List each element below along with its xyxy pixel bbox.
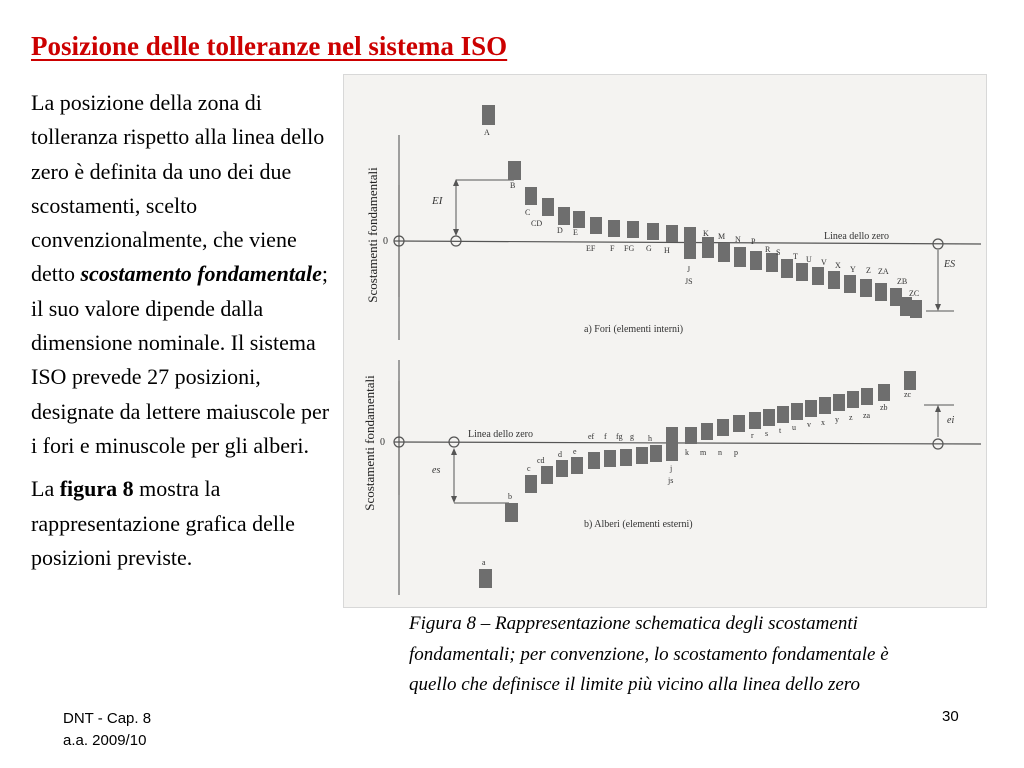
paragraph1-text-start: La posizione della zona di tolleranza rispetto alla linea dello zero è definita da uno dei due scostamenti, scelto convenzionalmente, che viene detto (31, 90, 325, 287)
label-CD: CD (531, 219, 543, 228)
block-y (833, 394, 845, 411)
label-K: K (703, 229, 709, 238)
figure-reference: figura 8 (59, 476, 134, 502)
top-zero-label: 0 (383, 236, 388, 247)
top-axis-label: Scostamenti fondamentali (365, 167, 380, 303)
block-N (734, 247, 746, 267)
label-js: js (668, 476, 674, 485)
label-h: h (648, 434, 652, 443)
block-zb (878, 384, 890, 401)
label-c: c (527, 464, 531, 473)
label-u: u (792, 423, 796, 432)
block-Z (875, 283, 887, 301)
label-S: S (776, 248, 781, 257)
label-EF: EF (586, 244, 596, 253)
label-H: H (664, 246, 670, 255)
label-M: M (718, 232, 726, 241)
label-r: r (751, 431, 754, 440)
block-x (819, 397, 831, 414)
block-h (650, 445, 662, 462)
label-P: P (751, 237, 756, 246)
bottom-axis-label: Scostamenti fondamentali (362, 375, 377, 511)
label-y: y (835, 415, 839, 424)
block-ef (588, 452, 600, 469)
label-B: B (510, 181, 516, 190)
label-d: d (558, 450, 562, 459)
paragraph2-text-end: mostra la rappresentazione grafica delle posizioni previste. (31, 476, 295, 570)
label-j: j (670, 464, 673, 473)
es-arrow-head-bottom (451, 496, 457, 503)
block-n (717, 419, 729, 436)
label-v: v (807, 420, 811, 429)
label-cd: cd (537, 456, 545, 465)
label-a: a (482, 558, 486, 567)
block-S (781, 259, 793, 278)
block-ZC (910, 300, 922, 318)
top-panel-caption: a) Fori (elementi interni) (584, 324, 684, 335)
block-T (796, 263, 808, 281)
block-b (505, 503, 518, 522)
paragraph-positions (31, 86, 336, 463)
label-V: V (821, 258, 827, 267)
block-V (828, 271, 840, 289)
footer-course: DNT - Cap. 8 (63, 710, 152, 727)
label-ZA: ZA (878, 267, 889, 276)
label-k: k (685, 448, 689, 457)
label-ZC: ZC (909, 289, 920, 298)
block-E (573, 211, 585, 228)
ei-label-lower: ei (947, 415, 955, 426)
block-K (702, 237, 714, 258)
bottom-panel-caption: b) Alberi (elementi esterni) (584, 519, 693, 530)
label-s: s (765, 429, 769, 438)
paragraph1-text-end: ; il suo valore dipende dalla dimensione nominale. Il sistema ISO prevede 27 posizioni, designate da lettere maiuscole per i fori e minuscole per gli alberi. (31, 261, 330, 458)
figure-caption: Figura 8 – Rappresentazione schematica degli scostamenti fondamentali; per convenzione, lo scostamento fondamentale è quello che definisce il limite più vicino alla linea dello zero (409, 613, 889, 695)
label-G: G (646, 244, 652, 253)
block-r (749, 412, 761, 429)
label-za: za (863, 411, 871, 420)
block-t (777, 406, 789, 423)
block-j (666, 427, 678, 461)
block-c (525, 475, 537, 493)
block-U (812, 267, 824, 285)
footer-year: a.a. 2009/10 (63, 732, 147, 749)
block-p (733, 415, 745, 432)
block-D (558, 207, 570, 225)
block-CD (542, 198, 554, 216)
tolerance-diagram (344, 75, 987, 608)
block-Y (860, 279, 872, 297)
bottom-zero-label: 0 (380, 437, 385, 448)
top-zero-line-label: Linea dello zero (824, 231, 889, 242)
block-F (608, 220, 620, 237)
es-label-upper: ES (944, 259, 956, 270)
label-Y: Y (850, 265, 856, 274)
top-blocks (482, 105, 922, 318)
label-R: R (765, 245, 771, 254)
label-zb: zb (880, 403, 888, 412)
label-U: U (806, 255, 812, 264)
block-a (479, 569, 492, 588)
figure-8 (343, 74, 987, 608)
block-G (647, 223, 659, 240)
block-s (763, 409, 775, 426)
ei-arrow-head-bottom (453, 229, 459, 236)
paragraph2-text-start: La (31, 476, 60, 502)
block-k (685, 427, 697, 444)
es-arrow-head-top (451, 448, 457, 455)
label-E: E (573, 228, 578, 237)
label-N: N (735, 235, 741, 244)
label-p: p (734, 448, 738, 457)
block-fg (620, 449, 632, 466)
block-e (571, 457, 583, 474)
block-X (844, 275, 856, 293)
slide-title: Posizione delle tolleranze nel sistema ISO (31, 31, 508, 61)
label-D: D (557, 226, 563, 235)
footer-course-info (63, 708, 151, 752)
block-FG (627, 221, 639, 238)
label-n: n (718, 448, 722, 457)
label-g: g (630, 432, 634, 441)
label-m: m (700, 448, 707, 457)
block-P (750, 251, 762, 270)
block-f (604, 450, 616, 467)
label-ZB: ZB (897, 277, 908, 286)
page-number: 30 (942, 708, 959, 725)
label-b: b (508, 492, 512, 501)
ei-label: EI (432, 195, 443, 207)
emphasis-scostamento-fondamentale: scostamento fondamentale (80, 261, 322, 287)
block-z (847, 391, 859, 408)
block-M (718, 243, 730, 262)
block-H (666, 225, 678, 242)
block-cd (541, 466, 553, 484)
block-d (556, 460, 568, 477)
es-label: es (432, 465, 441, 476)
label-t: t (779, 426, 782, 435)
label-X: X (835, 261, 841, 270)
label-e: e (573, 447, 577, 456)
block-v (805, 400, 817, 417)
block-C (525, 187, 537, 205)
label-A: A (484, 128, 490, 137)
bottom-blocks (479, 371, 916, 588)
ei-lower-arrow-head (935, 405, 941, 412)
label-FG: FG (624, 244, 635, 253)
label-fg: fg (616, 432, 623, 441)
block-EF (590, 217, 602, 234)
block-g (636, 447, 648, 464)
label-ef: ef (588, 432, 595, 441)
block-m (701, 423, 713, 440)
paragraph-figure-reference (31, 472, 336, 575)
es-arrow-head (935, 304, 941, 311)
block-A (482, 105, 495, 125)
block-zc (904, 371, 916, 390)
label-T: T (793, 252, 798, 261)
label-zc: zc (904, 390, 912, 399)
label-z: z (849, 413, 853, 422)
block-J (684, 227, 696, 259)
bottom-zero-line-label: Linea dello zero (468, 429, 533, 440)
label-f: f (604, 432, 607, 441)
label-C: C (525, 208, 531, 217)
label-F: F (610, 244, 615, 253)
label-Z: Z (866, 266, 871, 275)
block-u (791, 403, 803, 420)
label-J: J (687, 265, 691, 274)
label-JS: JS (685, 277, 693, 286)
body-text (31, 86, 336, 584)
label-x: x (821, 418, 825, 427)
block-za (861, 388, 873, 405)
block-B (508, 161, 521, 180)
